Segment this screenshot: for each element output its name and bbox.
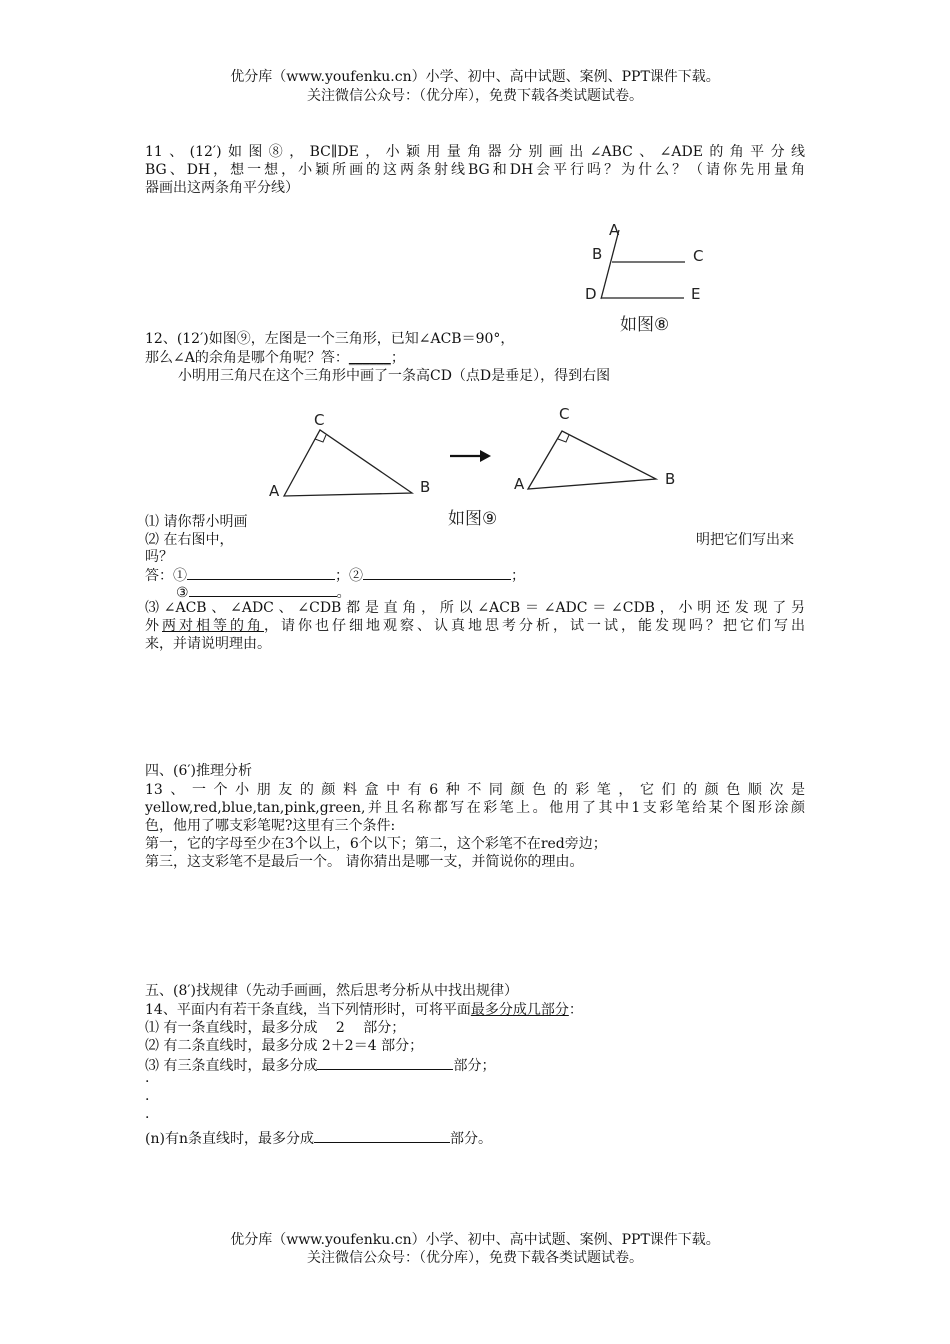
q12-sub-2-cont: 吗？ <box>145 549 173 565</box>
q11-line-1: 11、(12′)如图⑧，BC∥DE，小颖用量角器分别画出∠ABC、∠ADE的角平分线 <box>145 144 805 160</box>
q12-sub-3-line-2 <box>145 617 805 635</box>
fig8-caption: 如图⑧ <box>620 315 670 335</box>
q12-sub-2-end: 明把它们写出来 <box>696 532 794 548</box>
sec5-line-1-underlined: 最多分成几部分 <box>470 1002 569 1018</box>
fig9-left-triangle <box>284 430 412 496</box>
sec5-item-3-post: 部分； <box>453 1058 496 1074</box>
sec5-line-1-post: ： <box>568 1002 583 1018</box>
q12-sub-3-post: ，请你也仔细地观察、认真地思考分析，试一试，能发现吗？把它们写出 <box>264 618 805 634</box>
sec5-item-n-pre: (n)有n条直线时，最多分成 <box>145 1131 314 1147</box>
sec5-item-n-blank <box>314 1128 450 1143</box>
fig8-label-d: D <box>585 285 597 303</box>
q12-sub-3-pre: 外 <box>145 618 162 634</box>
sec5-item-n-post: 部分。 <box>449 1131 492 1147</box>
q12-answer-blank-2 <box>363 565 511 580</box>
q12-line-1: 12、(12′)如图⑨，左图是一个三角形，已知∠ACB＝90°， <box>145 331 515 347</box>
fig9-right-triangle <box>528 431 656 489</box>
sec4-title: 四、(6′)推理分析 <box>145 763 253 779</box>
fig8-line-ad <box>601 230 619 299</box>
sec4-line-1: 13、一个小朋友的颜料盒中有6种不同颜色的彩笔，它们的颜色顺次是 <box>145 782 805 798</box>
fig9-arrow-head <box>480 450 491 462</box>
q12-answer-label: 答：① <box>145 568 187 584</box>
sec5-item-1: ⑴ 有一条直线时，最多分成 2 部分； <box>145 1020 406 1036</box>
q12-answer-sep: ；② <box>335 568 363 584</box>
sec4-line-3: 色，他用了哪支彩笔呢?这里有三个条件: <box>145 818 396 834</box>
q12-sub-3-line-1: ⑶∠ACB、∠ADC、∠CDB都是直角，所以∠ACB＝∠ADC＝∠CDB，小明还发现了另 <box>145 600 805 616</box>
fig9-right-label-b: B <box>665 470 676 488</box>
fig9-left-label-a: A <box>269 482 280 500</box>
fig9-left-label-c: C <box>314 411 325 429</box>
header-line-1: 优分库（www.youfenku.cn）小学、初中、高中试题、案例、PPT课件下载。 <box>230 69 720 85</box>
sec5-item-3-pre: ⑶ 有三条直线时，最多分成 <box>145 1058 318 1074</box>
fig8-label-a: A <box>609 221 620 239</box>
fig9-caption: 如图⑨ <box>448 509 498 529</box>
sec5-dot-2: · <box>145 1092 150 1108</box>
fig9-right-label-c: C <box>559 405 570 423</box>
q12-line-2-text: 那么∠A的余角是哪个角呢？答： <box>145 350 349 366</box>
sec5-dot-3: · <box>145 1110 150 1126</box>
sec5-item-3-blank <box>317 1055 453 1070</box>
fig8-label-b: B <box>592 245 603 263</box>
q12-line-3: 小明用三角尺在这个三角形中画了一条高CD（点D是垂足），得到右图 <box>178 368 611 384</box>
fig8-label-e: E <box>691 285 701 303</box>
sec5-line-1-pre: 14、平面内有若干条直线，当下列情形时，可将平面 <box>145 1002 471 1018</box>
q12-answer-end-1: ； <box>511 568 525 584</box>
q12-answer-3-label: ③ <box>176 585 189 601</box>
fig9-right-label-a: A <box>514 475 525 493</box>
q12-sub-3-underlined: 两对相等的角 <box>162 618 264 634</box>
q12-sub-3-line-3: 来，并请说明理由。 <box>145 636 271 652</box>
sec4-line-2: yellow,red,blue,tan,pink,green,并且名称都写在彩笔上。他用了其中1支彩笔给某个图形涂颜 <box>145 800 805 816</box>
footer-line-1: 优分库（www.youfenku.cn）小学、初中、高中试题、案例、PPT课件下载。 <box>230 1232 720 1248</box>
q11-line-3: 器画出这两条角平分线） <box>145 180 299 196</box>
q12-sub-1: ⑴ 请你帮小明画 <box>145 514 248 530</box>
q12-line-2 <box>145 349 405 367</box>
sec5-item-n <box>145 1128 492 1148</box>
sec5-line-1 <box>145 1001 583 1019</box>
q12-answer-blank-1 <box>187 565 335 580</box>
footer-line-2: 关注微信公众号：（优分库），免费下载各类试题试卷。 <box>307 1250 643 1266</box>
sec5-dot-1: · <box>145 1074 150 1090</box>
sec4-line-4: 第一，它的字母至少在3个以上，6个以下；第二，这个彩笔不在red旁边； <box>145 836 607 852</box>
q12-sub-2: ⑵ 在右图中， <box>145 532 234 548</box>
fig8-label-c: C <box>693 247 704 265</box>
sec5-item-3 <box>145 1055 495 1075</box>
sec4-line-5: 第三，这支彩笔不是最后一个。 请你猜出是哪一支，并简说你的理由。 <box>145 854 584 870</box>
fig9-left-label-b: B <box>420 478 431 496</box>
figure-8 <box>580 215 720 340</box>
q12-line-2-end: ； <box>390 350 405 366</box>
sec5-title: 五、(8′)找规律（先动手画画，然后思考分析从中找出规律） <box>145 983 519 999</box>
q12-answer-blank-3 <box>189 582 337 597</box>
header-line-2: 关注微信公众号：（优分库），免费下载各类试题试卷。 <box>307 88 643 104</box>
q11-line-2: BG、DH，想一想，小颖所画的这两条射线BG和DH会平行吗？为什么？（请你先用量角 <box>145 162 805 178</box>
sec5-item-2: ⑵ 有二条直线时，最多分成 2＋2＝4 部分； <box>145 1038 424 1054</box>
q12-answer-blank: ______ <box>348 350 391 366</box>
q12-answer-end-2: 。 <box>336 585 351 601</box>
figure-9 <box>262 400 692 532</box>
